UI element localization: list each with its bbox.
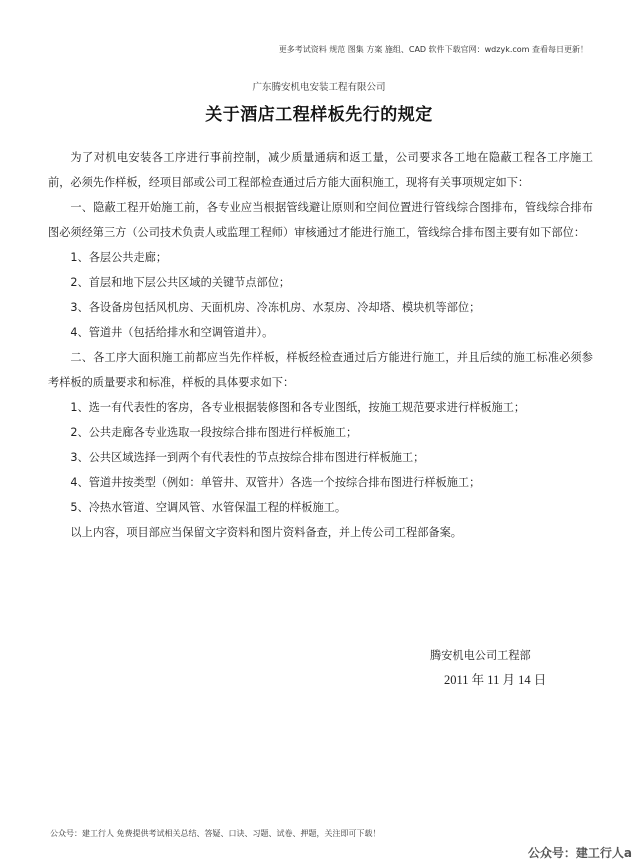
footer-note: 公众号：建工行人 免费提供考试相关总结、答疑、口诀、习题、试卷、押题，关注即可下载！ (50, 829, 381, 838)
signature-org: 腾安机电公司工程部 (430, 649, 531, 662)
company-name: 广东腾安机电安装工程有限公司 (252, 82, 386, 93)
list-item: 5、冷热水管道、空调风管、水管保温工程的样板施工。 (70, 501, 347, 514)
list-item: 3、各设备房包括风机房、天面机房、冷冻机房、水泵房、冷却塔、模块机等部位； (70, 301, 481, 314)
list-item: 1、选一有代表性的客房，各专业根据装修图和各专业图纸，按施工规范要求进行样板施工； (70, 401, 526, 414)
list-item: 2、首层和地下层公共区域的关键节点部位； (70, 276, 291, 289)
paragraph-section-2: 二、各工序大面积施工前都应当先作样板，样板经检查通过后方能进行施工，并且后续的施工标准必须参考样板的质量要求和标准，样板的具体要求如下： (48, 351, 593, 389)
document-title: 关于酒店工程样板先行的规定 (205, 105, 433, 125)
paragraph-intro: 为了对机电安装各工序进行事前控制，减少质量通病和返工量，公司要求各工地在隐蔽工程各工序施工前，必须先作样板，经项目部或公司工程部检查通过后方能大面积施工，现将有关事项规定如下： (48, 151, 593, 189)
document-body (48, 145, 593, 545)
list-item: 4、管道井按类型（例如：单管井、双管井）各选一个按综合排布图进行样板施工； (70, 476, 481, 489)
paragraph-section-1: 一、隐蔽工程开始施工前，各专业应当根据管线避让原则和空间位置进行管线综合图排布，管线综合排布图必须经第三方（公司技术负责人或监理工程师）审核通过才能进行施工，管线综合排布图主要有如下部位： (48, 201, 593, 239)
header-note: 更多考试资料 规范 图集 方案 施组、CAD 软件下载官网：wdzyk.com 查看每日更新！ (278, 45, 588, 54)
paragraph-closing: 以上内容，项目部应当保留文字资料和图片资料备查，并上传公司工程部备案。 (70, 526, 462, 539)
signature-date: 2011 年 11 月 14 日 (444, 673, 547, 687)
list-item: 2、公共走廊各专业选取一段按综合排布图进行样板施工； (70, 426, 358, 439)
list-item: 3、公共区域选择一到两个有代表性的节点按综合排布图进行样板施工； (70, 451, 425, 464)
signature-block (430, 643, 546, 693)
watermark-text: 公众号：建工行人a (527, 846, 632, 860)
list-item: 1、各层公共走廊； (70, 251, 168, 264)
list-item: 4、管道井（包括给排水和空调管道井）。 (70, 326, 274, 339)
